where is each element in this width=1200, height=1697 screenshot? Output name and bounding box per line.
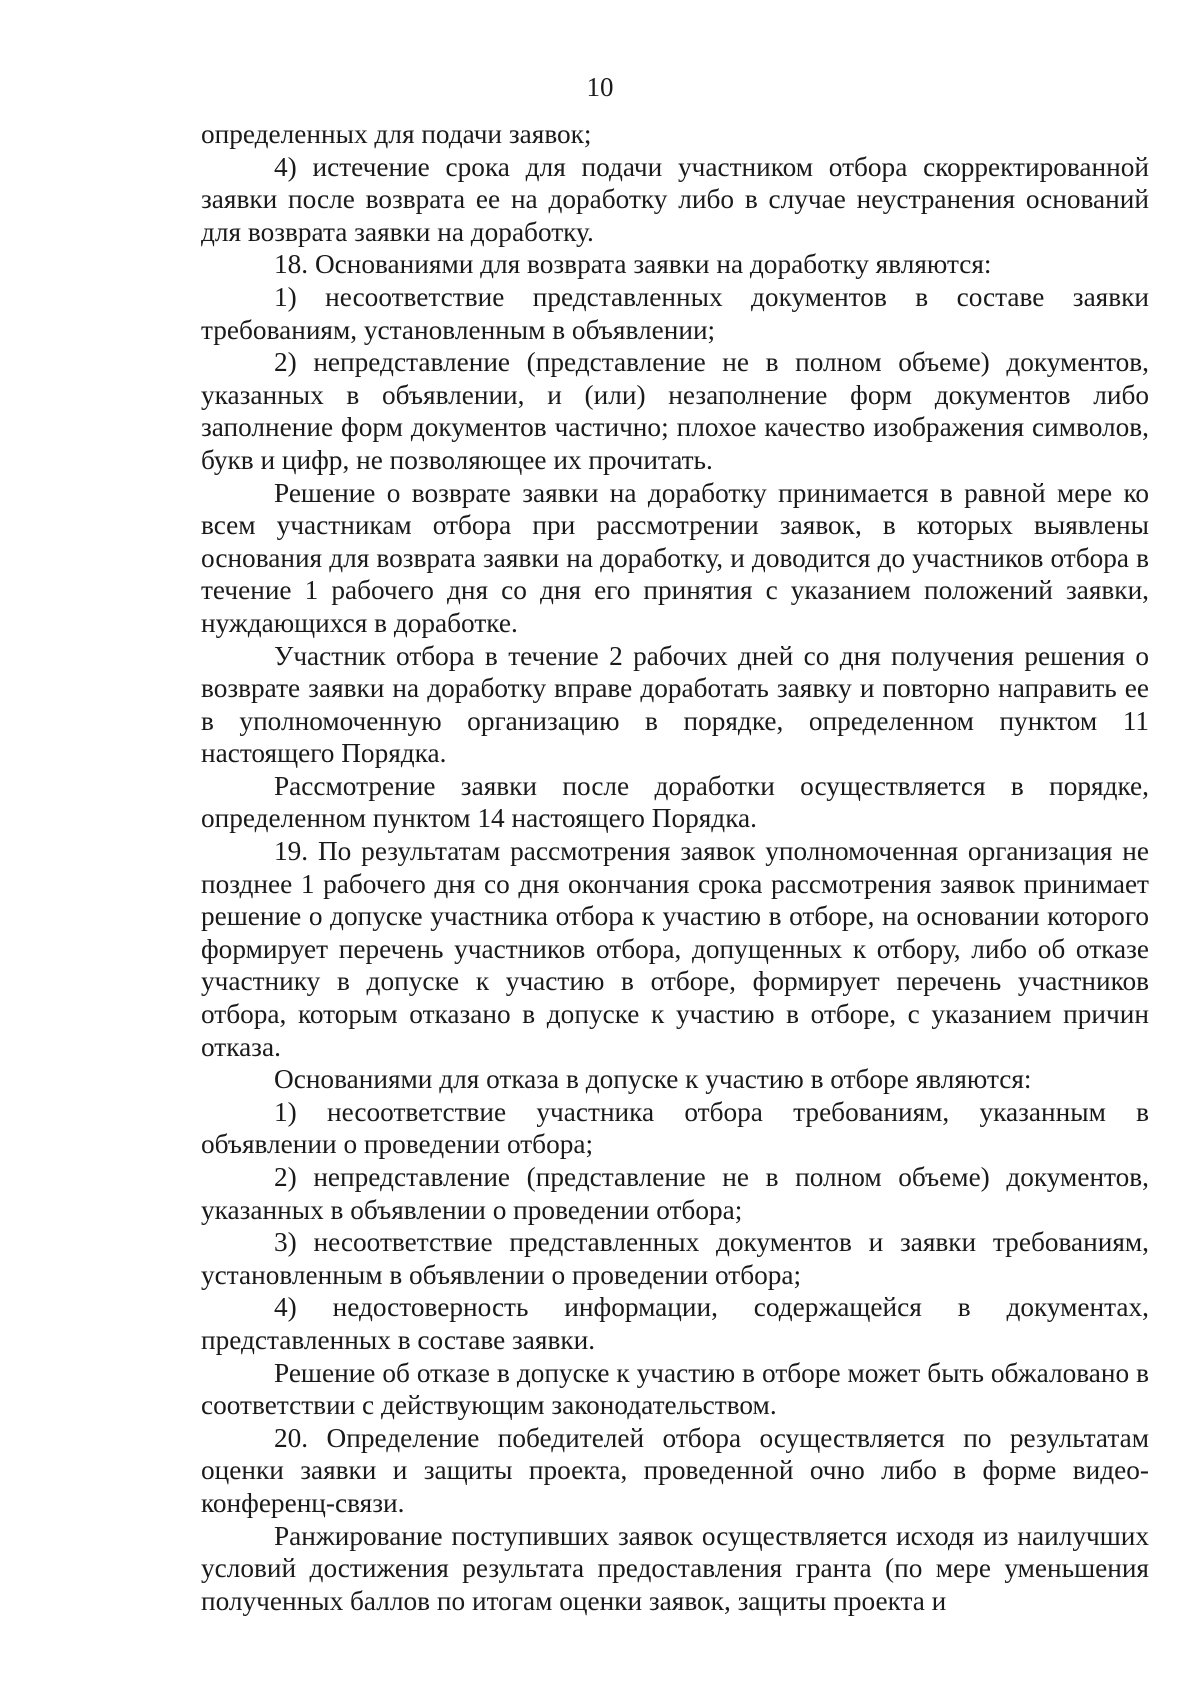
paragraph-2: 4) истечение срока для подачи участником отбора скорректированной заявки после возврата ее на доработку либо в случае неустранения оснований для возврата заявки на доработку. [201, 151, 1149, 247]
paragraph-4: 1) несоответствие представленных документов в составе заявки требованиям, установленным в объявлении; [201, 281, 1149, 345]
paragraph-6: Решение о возврате заявки на доработку принимается в равной мере ко всем участникам отбора при рассмотрении заявок, в которых выявлены основания для возврата заявки на доработку, и доводится до участников отбора в течение 1 рабочего дня со дня его принятия с указанием положений заявки, нуждающихся в доработке. [201, 477, 1149, 638]
paragraph-13: 3) несоответствие представленных документов и заявки требованиям, установленным в объявлении о проведении отбора; [201, 1227, 1149, 1290]
paragraph-12: 2) непредставление (представление не в полном объеме) документов, указанных в объявлении о проведении отбора; [201, 1162, 1149, 1225]
paragraph-3: 18. Основаниями для возврата заявки на доработку являются: [274, 249, 992, 280]
paragraph-16: 20. Определение победителей отбора осуществляется по результатам оценки заявки и защиты проекта, проведенной очно либо в форме видео-конференц-связи. [201, 1422, 1149, 1518]
paragraph-17: Ранжирование поступивших заявок осуществляется исходя из наилучших условий достижения результата предоставления гранта (по мере уменьшения полученных баллов по итогам оценки заявок, защиты проекта и [201, 1520, 1149, 1616]
paragraph-9: 19. По результатам рассмотрения заявок уполномоченная организация не позднее 1 рабочего дня со дня окончания срока рассмотрения заявок принимает решение о допуске участника отбора к участию в отборе, на основании которого формирует перечень участников отбора, допущенных к отбору, либо об отказе участнику в допуске к участию в отборе, формирует перечень участников отбора, которым отказано в допуске к участию в отборе, с указанием причин отказа. [201, 836, 1149, 1062]
paragraph-1: определенных для подачи заявок; [201, 119, 592, 149]
page-number: 10 [586, 72, 614, 102]
paragraph-8: Рассмотрение заявки после доработки осуществляется в порядке, определенном пунктом 14 настоящего Порядка. [201, 770, 1149, 834]
paragraph-11: 1) несоответствие участника отбора требованиям, указанным в объявлении о проведении отбора; [201, 1096, 1149, 1160]
paragraph-14: 4) недостоверность информации, содержащейся в документах, представленных в составе заявки. [201, 1292, 1149, 1355]
paragraph-15: Решение об отказе в допуске к участию в отборе может быть обжаловано в соответствии с действующим законодательством. [201, 1357, 1149, 1421]
document-body [201, 118, 1149, 1617]
paragraph-10: Основаниями для отказа в допуске к участию в отборе являются: [274, 1064, 1032, 1095]
paragraph-5: 2) непредставление (представление не в полном объеме) документов, указанных в объявлении, и (или) незаполнение форм документов либо заполнение форм документов частично; плохое качество изображения символов, букв и цифр, не позволяющее их прочитать. [201, 347, 1149, 475]
paragraph-7: Участник отбора в течение 2 рабочих дней со дня получения решения о возврате заявки на доработку вправе доработать заявку и повторно направить ее в уполномоченную организацию в порядке, определенном пунктом 11 настоящего Порядка. [201, 640, 1149, 769]
